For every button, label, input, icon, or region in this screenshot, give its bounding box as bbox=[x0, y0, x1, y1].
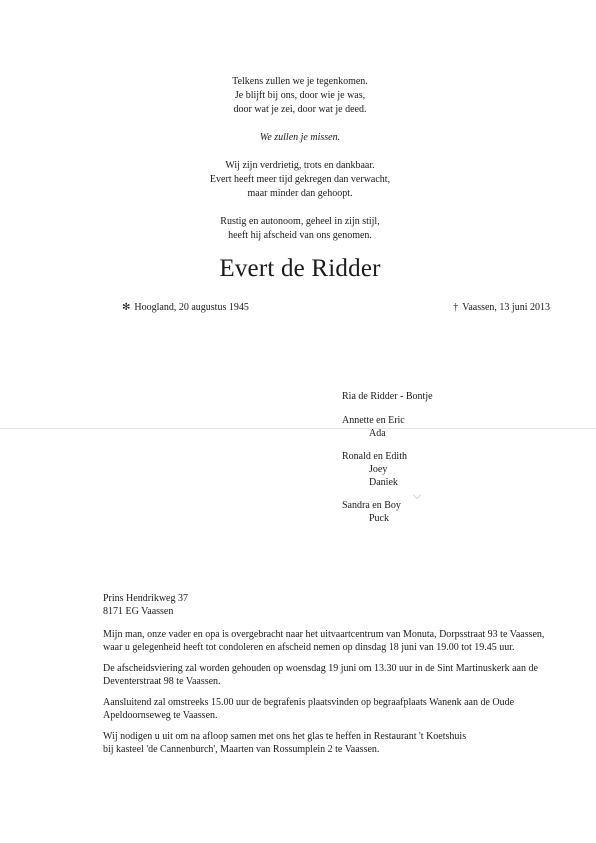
death-text: Vaassen, 13 juni 2013 bbox=[462, 302, 550, 313]
death-info bbox=[453, 301, 550, 315]
family-group bbox=[342, 450, 433, 489]
detail-paragraph bbox=[103, 662, 563, 688]
detail-line: waar u gelegenheid heeft tot condoleren en afscheid nemen op dinsdag 18 juni van 19.00 tot 19.45 uur. bbox=[103, 642, 515, 653]
poem-line: Wij zijn verdrietig, trots en dankbaar. bbox=[225, 160, 375, 171]
poem-stanza-3 bbox=[150, 215, 450, 243]
detail-line: Apeldoornseweg te Vaassen. bbox=[103, 710, 218, 721]
family-child: Daniek bbox=[369, 477, 398, 488]
poem-line: Evert heeft meer tijd gekregen dan verwacht, bbox=[209, 174, 391, 185]
detail-paragraph bbox=[103, 628, 563, 654]
funeral-details bbox=[103, 628, 563, 764]
family-child: Joey bbox=[369, 464, 388, 475]
family-parents: Annette en Eric bbox=[342, 415, 405, 426]
address-postal: 8171 EG Vaassen bbox=[103, 606, 174, 617]
family-group bbox=[342, 499, 433, 525]
paper-fold-line bbox=[0, 428, 596, 429]
widow-name: Ria de Ridder - Bontje bbox=[342, 391, 433, 402]
family-group bbox=[342, 414, 433, 440]
family-widow bbox=[342, 390, 433, 403]
detail-line: bij kasteel 'de Cannenburch', Maarten van Rossumplein 2 te Vaassen. bbox=[103, 744, 380, 755]
family-parents: Sandra en Boy bbox=[342, 500, 401, 511]
detail-paragraph bbox=[103, 730, 563, 756]
detail-line: Wij nodigen u uit om na afloop samen met ons het glas te heffen in Restaurant 't Koetshuis bbox=[103, 731, 467, 742]
memorial-poem bbox=[150, 75, 450, 257]
birth-star-icon: ✻ bbox=[122, 302, 131, 313]
poem-line: heeft hij afscheid van ons genomen. bbox=[228, 230, 372, 241]
detail-line: Aansluitend zal omstreeks 15.00 uur de begrafenis plaatsvinden op begraafplaats Wanenk aan de Oude bbox=[103, 697, 515, 708]
family-parents: Ronald en Edith bbox=[342, 451, 407, 462]
detail-line: Deventerstraat 98 te Vaassen. bbox=[103, 676, 221, 687]
family-address bbox=[103, 592, 188, 618]
detail-paragraph bbox=[103, 696, 563, 722]
detail-line: Mijn man, onze vader en opa is overgebracht naar het uitvaartcentrum van Monuta, Dorpsstraat 93 te Vaassen, bbox=[103, 629, 545, 640]
detail-line: De afscheidsviering zal worden gehouden op woensdag 19 juni om 13.30 uur in de Sint Martinuskerk aan de bbox=[103, 663, 538, 674]
family-child: Ada bbox=[369, 428, 386, 439]
poem-refrain: We zullen je missen. bbox=[259, 132, 341, 143]
poem-stanza-1 bbox=[150, 75, 450, 117]
family-list bbox=[342, 390, 433, 535]
poem-line: Rustig en autonoom, geheel in zijn stijl, bbox=[220, 216, 380, 227]
family-child: Puck bbox=[369, 513, 389, 524]
deceased-name: Evert de Ridder bbox=[219, 255, 381, 282]
birth-text: Hoogland, 20 augustus 1945 bbox=[134, 302, 249, 313]
poem-line: door wat je zei, door wat je deed. bbox=[233, 104, 367, 115]
address-street: Prins Hendrikweg 37 bbox=[103, 593, 188, 604]
poem-line: Je blijft bij ons, door wie je was, bbox=[234, 90, 366, 101]
birth-info bbox=[122, 301, 249, 315]
death-cross-icon: † bbox=[453, 302, 459, 313]
poem-line: Telkens zullen we je tegenkomen. bbox=[232, 76, 368, 87]
poem-line: maar minder dan gehoopt. bbox=[247, 188, 353, 199]
poem-stanza-2 bbox=[150, 159, 450, 201]
